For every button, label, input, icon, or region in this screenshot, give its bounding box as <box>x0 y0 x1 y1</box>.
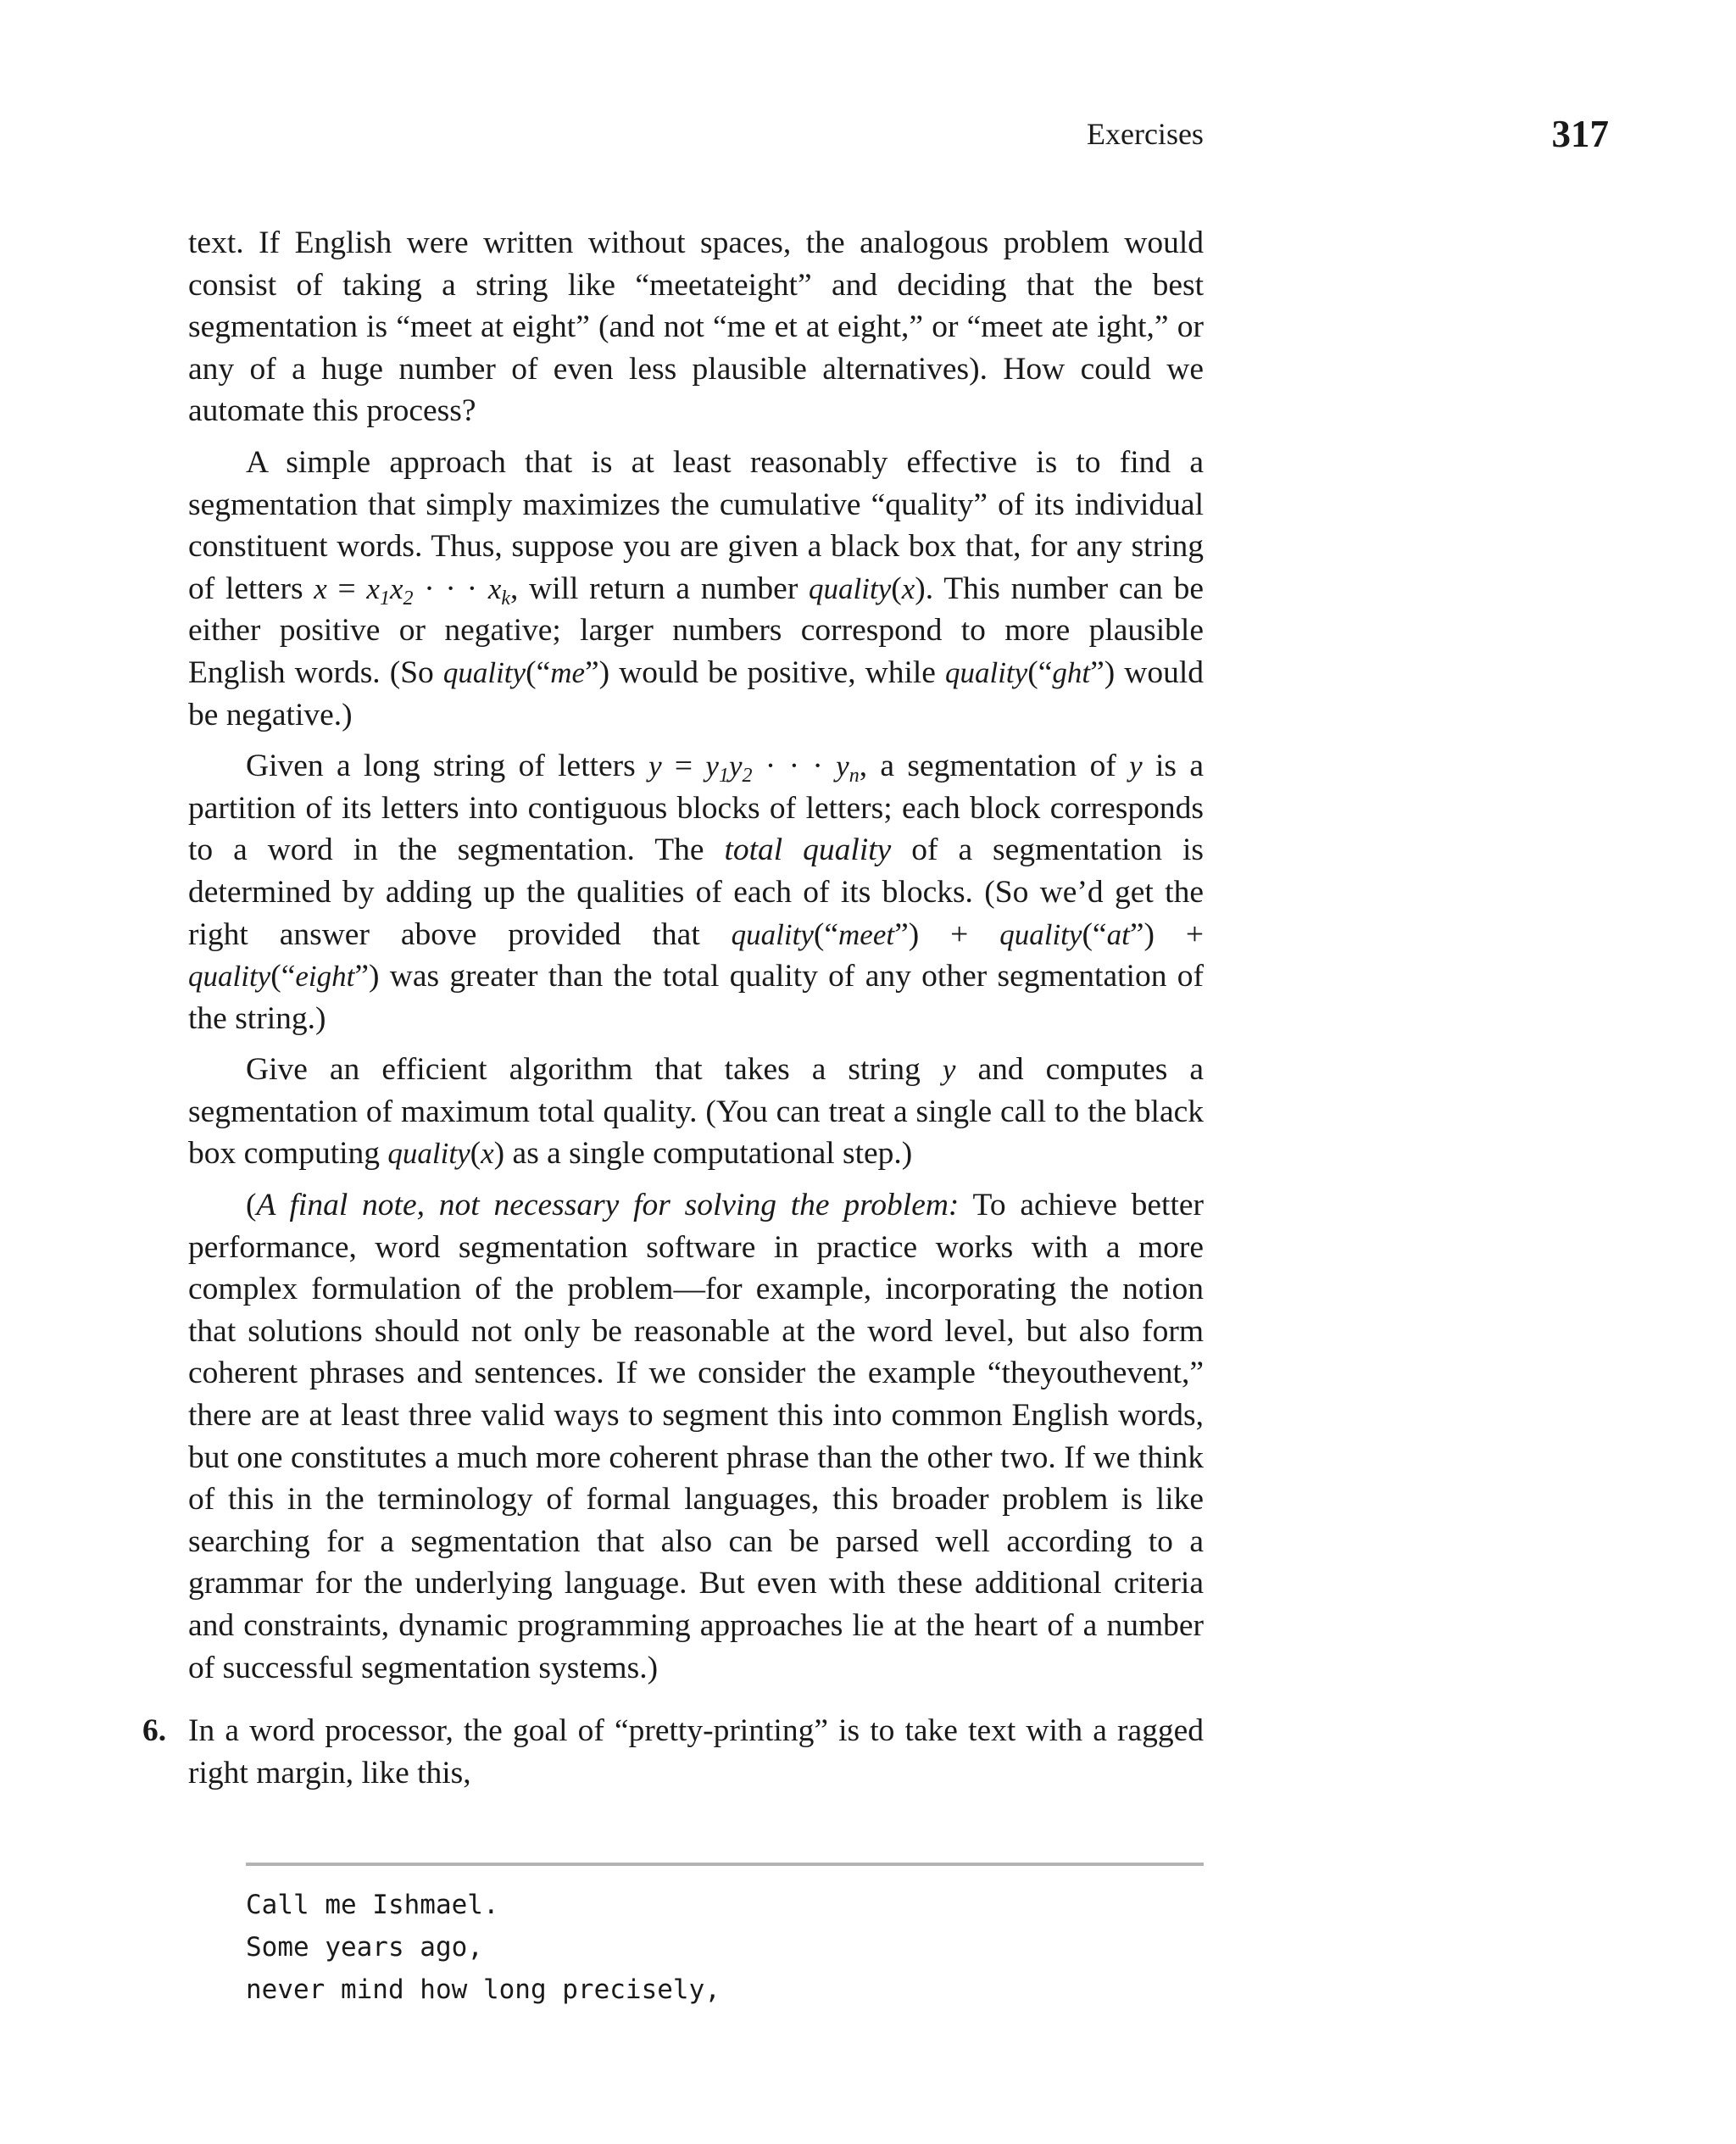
math-function: quality <box>944 655 1028 689</box>
text-run: was greater than the total quality of any other segmentation of the string.) <box>188 959 1204 1036</box>
math-variable: y <box>942 1053 956 1087</box>
math-variable: y <box>1129 749 1143 783</box>
page-number: 317 <box>1551 113 1609 155</box>
code-line: Call me Ishmael. <box>246 1890 499 1920</box>
math-operator: = <box>326 571 367 606</box>
paragraph-segmentation <box>188 745 1204 1039</box>
paragraph-final-note <box>188 1184 1204 1689</box>
exercise-item <box>142 1710 1204 1794</box>
math-subscript: n <box>849 765 860 788</box>
text-run: and computes a segmentation of maximum total quality. (You can treat a single call to the black box computing <box>188 1052 1204 1172</box>
math-paren: (“ <box>813 916 839 952</box>
math-paren: (“ <box>1082 916 1107 952</box>
text-run: of a segmentation is determined by adding up the qualities of each of its blocks. (So we’d get the right answer above provided that <box>188 833 1204 952</box>
math-string: at <box>1106 917 1130 951</box>
text-run: , a segmentation of <box>859 749 1130 784</box>
math-paren: ”) <box>354 959 380 994</box>
math-variable: x <box>366 571 380 605</box>
text-run: A simple approach that is at least reasonably effective is to find a segmentation that simply maximizes the cumulative “quality” of its individual constituent words. Thus, suppose you are given a black box that, for any string of letters <box>188 444 1204 606</box>
text-run: Give an efficient algorithm that takes a string <box>246 1052 943 1088</box>
paragraph-text: text. If English were written without spaces, the analogous problem would consist of taking a string like “meetateight” and deciding that the best segmentation is “meet at eight” (and not “me et at eight,” or “meet ate ight,” or any of a huge number of even less plausible alternatives). How could we automate this process? <box>188 226 1204 429</box>
math-string: me <box>550 655 586 689</box>
math-subscript: 1 <box>379 587 390 610</box>
math-variable: x <box>481 1137 494 1171</box>
math-subscript: 2 <box>403 587 414 610</box>
paragraph-black-box <box>188 442 1204 736</box>
exercise-text: In a word processor, the goal of “pretty-printing” is to take text with a ragged right margin, like this, <box>188 1713 1204 1790</box>
text-run: would be negative.) <box>188 654 1205 732</box>
math-paren: (“ <box>526 654 551 690</box>
math-paren: ”) <box>1090 654 1116 690</box>
emphasis-note: A final note, not necessary for solving the problem: <box>256 1188 960 1223</box>
math-variable: x <box>487 571 502 605</box>
math-paren: ( <box>470 1136 481 1172</box>
math-paren: ”) + <box>1129 916 1205 952</box>
math-function: quality <box>387 1137 470 1171</box>
math-string: meet <box>838 917 895 951</box>
math-function: quality <box>999 917 1082 951</box>
math-variable: y <box>728 749 743 783</box>
math-variable: x <box>901 571 915 605</box>
text-run: is a partition of its letters into contiguous blocks of letters; each block corresponds to a word in the segmentation. The <box>188 749 1204 868</box>
code-line: never mind how long precisely, <box>246 1974 721 2005</box>
body-text <box>142 222 1205 1794</box>
math-variable: y <box>836 749 849 783</box>
text-run: would be positive, while <box>609 654 945 690</box>
paragraph-continuation <box>188 222 1204 432</box>
emphasis-term: total quality <box>724 833 892 868</box>
text-run: Given a long string of letters <box>246 749 649 784</box>
code-example <box>246 1884 721 2011</box>
math-string: ght <box>1052 655 1091 689</box>
math-paren: (“ <box>1027 654 1053 690</box>
math-ellipsis: · · · <box>413 571 488 606</box>
text-run: as a single computational step.) <box>504 1136 913 1172</box>
math-paren: ”) <box>585 654 610 690</box>
math-function: quality <box>809 571 892 605</box>
math-function: quality <box>188 960 271 994</box>
math-paren: ( <box>891 571 902 606</box>
math-variable: y <box>705 749 719 783</box>
exercise-number: 6. <box>142 1713 167 1749</box>
math-operator: = <box>661 749 706 784</box>
math-paren: ) <box>915 571 926 606</box>
code-block-rule <box>246 1863 1204 1866</box>
math-variable: x <box>314 571 327 605</box>
math-variable: y <box>648 749 662 783</box>
math-paren: ”) + <box>894 916 1000 952</box>
text-run: . This number can be either positive or negative; larger numbers correspond to more plausible English words. (So <box>188 571 1204 690</box>
text-run: , will return a number <box>510 571 810 606</box>
running-header-title: Exercises <box>1087 117 1204 151</box>
math-subscript: 2 <box>742 765 753 788</box>
math-paren: (“ <box>270 959 296 994</box>
math-subscript: 1 <box>718 765 729 788</box>
code-line: Some years ago, <box>246 1932 483 1963</box>
math-function: quality <box>731 917 814 951</box>
math-ellipsis: · · · <box>752 749 837 784</box>
math-string: eight <box>295 960 355 994</box>
text-run: ( <box>246 1188 257 1223</box>
math-variable: x <box>389 571 403 605</box>
math-subscript: k <box>501 587 511 610</box>
paragraph-task <box>188 1049 1204 1175</box>
math-paren: ) <box>493 1136 505 1172</box>
text-run: To achieve better performance, word segmentation software in practice works with a more complex formulation of the problem—for example, incorporating the notion that solutions should not only be reasonable at the word level, but also form coherent phrases and sentences. If we consider the example “theyouthevent,” there are at least three valid ways to segment this into common English words, but one constitutes a much more coherent phrase than the other two. If we think of this in the terminology of formal languages, this broader problem is like searching for a segmentation that also can be parsed well according to a grammar for the underlying language. But even with these additional criteria and constraints, dynamic programming approaches lie at the heart of a number of successful segmentation systems.) <box>188 1188 1204 1685</box>
math-function: quality <box>442 655 526 689</box>
